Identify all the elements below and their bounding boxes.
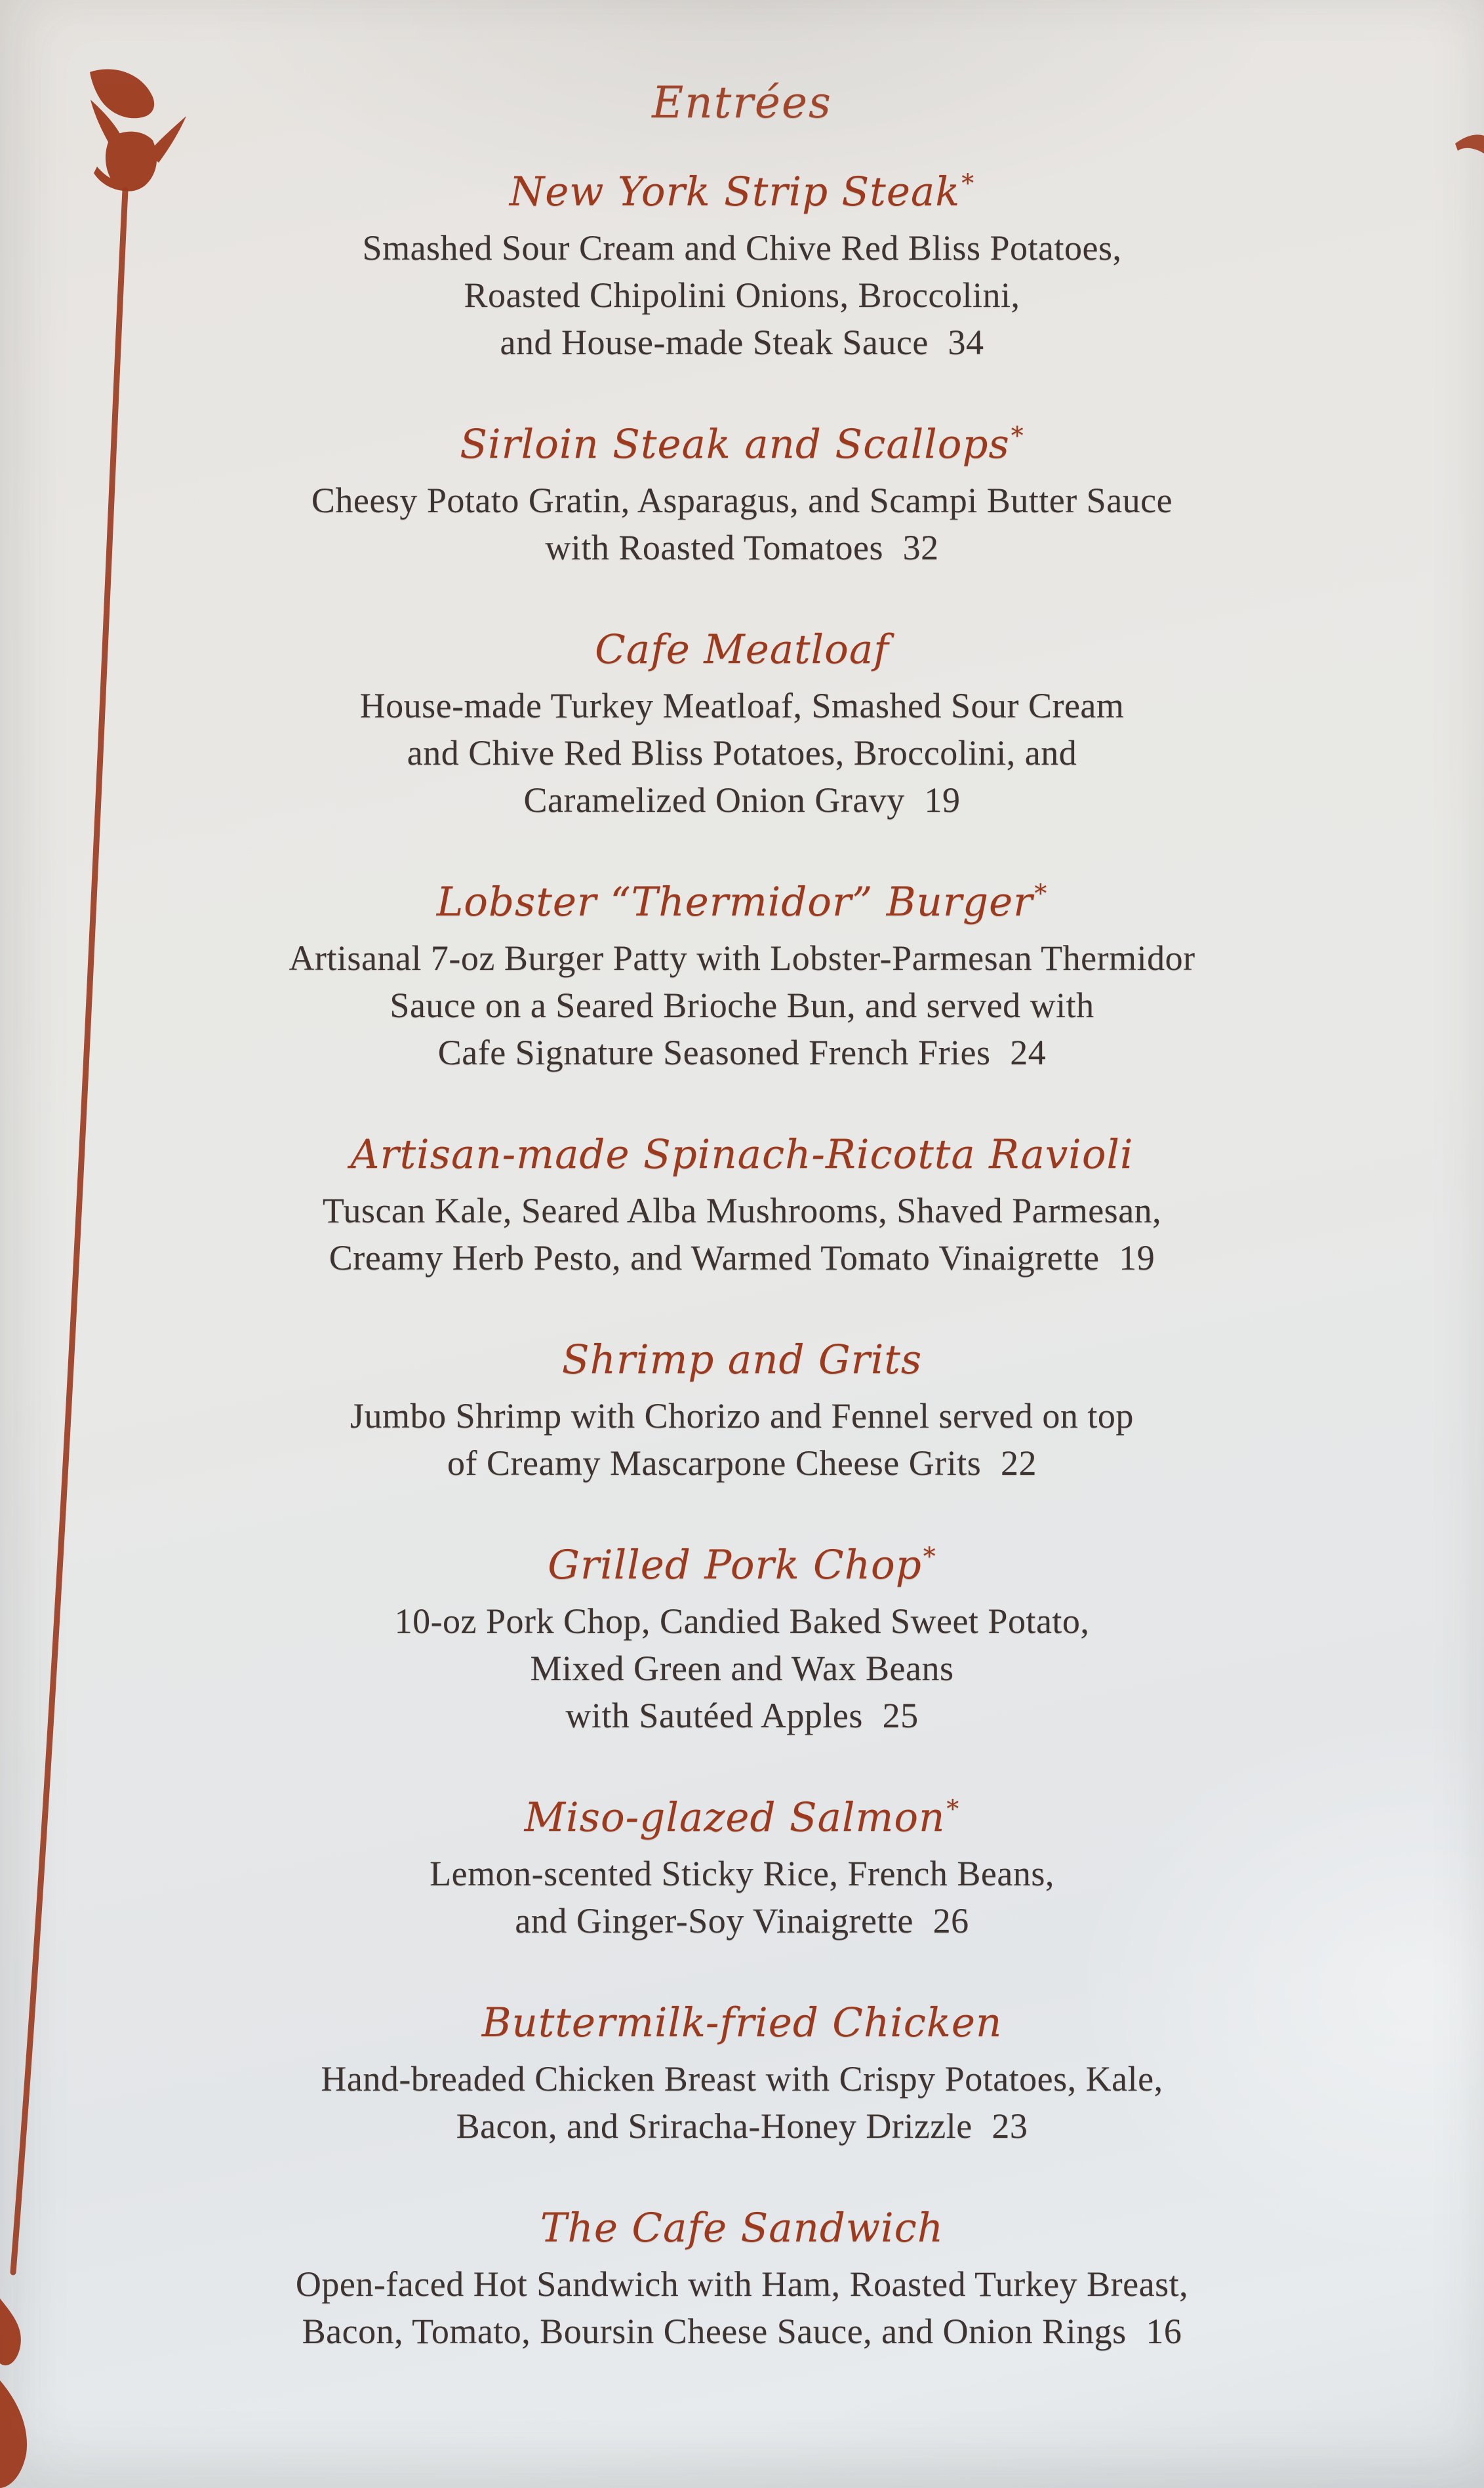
item-description-line: Cafe Signature Seasoned French Fries 24 <box>437 1033 1047 1072</box>
item-name <box>39 1336 1445 1383</box>
menu-item <box>39 1131 1445 1281</box>
item-description-line: Jumbo Shrimp with Chorizo and Fennel served on top <box>350 1396 1134 1435</box>
item-price: 23 <box>992 2106 1028 2146</box>
item-price: 25 <box>882 1696 919 1735</box>
item-description-line: and House-made Steak Sauce 34 <box>500 323 984 362</box>
menu-item <box>39 1336 1445 1487</box>
menu-item <box>39 421 1445 571</box>
item-description-line: Lemon-scented Sticky Rice, French Beans, <box>430 1854 1054 1893</box>
item-description <box>39 1392 1445 1487</box>
item-name-text: Sirloin Steak and Scallops <box>460 421 1010 468</box>
item-description <box>39 224 1445 366</box>
item-price: 34 <box>948 323 984 362</box>
item-name-text: Artisan-made Spinach-Ricotta Ravioli <box>350 1131 1134 1178</box>
item-description-line: Sauce on a Seared Brioche Bun, and served with <box>390 986 1094 1025</box>
menu-item <box>39 879 1445 1076</box>
menu-item <box>39 2205 1445 2355</box>
item-description-line: House-made Turkey Meatloaf, Smashed Sour Cream <box>359 686 1125 725</box>
item-description-line: Mixed Green and Wax Beans <box>530 1649 954 1688</box>
item-name-text: New York Strip Steak <box>509 169 961 215</box>
asterisk-mark: * <box>946 1794 960 1824</box>
item-name <box>39 2205 1445 2251</box>
item-name-text: Buttermilk-fried Chicken <box>481 1999 1003 2046</box>
item-description-line: Tuscan Kale, Seared Alba Mushrooms, Shaved Parmesan, <box>322 1191 1162 1230</box>
item-name <box>39 1542 1445 1588</box>
item-name-text: Shrimp and Grits <box>561 1336 923 1383</box>
item-price: 32 <box>902 528 939 567</box>
menu-item <box>39 169 1445 366</box>
item-name <box>39 169 1445 215</box>
item-name-text: Miso-glazed Salmon <box>524 1794 946 1841</box>
item-price: 19 <box>1119 1238 1155 1277</box>
item-description-line: with Sautéed Apples 25 <box>565 1696 919 1735</box>
item-description-line: Creamy Herb Pesto, and Warmed Tomato Vinaigrette 19 <box>329 1238 1155 1277</box>
item-description-line: Roasted Chipolini Onions, Broccolini, <box>464 275 1020 315</box>
item-name <box>39 1794 1445 1841</box>
asterisk-mark: * <box>1011 421 1024 451</box>
item-price: 24 <box>1010 1033 1047 1072</box>
item-description <box>39 1850 1445 1944</box>
item-description-line: Smashed Sour Cream and Chive Red Bliss Potatoes, <box>362 228 1122 268</box>
item-description <box>39 1597 1445 1739</box>
item-description-line: Artisanal 7-oz Burger Patty with Lobster-Parmesan Thermidor <box>289 938 1195 978</box>
item-description-line: and Chive Red Bliss Potatoes, Broccolini, and <box>407 733 1077 772</box>
item-description-line: and Ginger-Soy Vinaigrette 26 <box>515 1901 969 1940</box>
item-price: 22 <box>1000 1443 1037 1483</box>
item-price: 16 <box>1146 2312 1182 2351</box>
menu-item <box>39 626 1445 824</box>
item-description-line: Hand-breaded Chicken Breast with Crispy Potatoes, Kale, <box>321 2059 1163 2098</box>
item-description-line: Open-faced Hot Sandwich with Ham, Roasted Turkey Breast, <box>295 2264 1189 2304</box>
item-name <box>39 1999 1445 2046</box>
item-name <box>39 1131 1445 1178</box>
item-name <box>39 879 1445 925</box>
menu-item <box>39 1794 1445 1944</box>
item-description-line: Caramelized Onion Gravy 19 <box>523 780 961 820</box>
item-description-line: Bacon, Tomato, Boursin Cheese Sauce, and Onion Rings 16 <box>302 2312 1182 2351</box>
item-description <box>39 477 1445 571</box>
menu-item <box>39 1999 1445 2150</box>
item-name-text: Grilled Pork Chop <box>548 1542 922 1588</box>
item-description-line: with Roasted Tomatoes 32 <box>545 528 939 567</box>
asterisk-mark: * <box>1034 879 1048 908</box>
item-name <box>39 421 1445 468</box>
item-description-line: 10-oz Pork Chop, Candied Baked Sweet Potato, <box>394 1601 1090 1641</box>
item-name-text: Cafe Meatloaf <box>595 626 889 673</box>
item-description-line: of Creamy Mascarpone Cheese Grits 22 <box>447 1443 1037 1483</box>
asterisk-mark: * <box>961 169 975 198</box>
item-price: 19 <box>924 780 961 820</box>
section-title: Entrées <box>652 77 832 128</box>
item-description-line: Cheesy Potato Gratin, Asparagus, and Scampi Butter Sauce <box>311 481 1173 520</box>
asterisk-mark: * <box>923 1542 936 1571</box>
item-description-line: Bacon, and Sriracha-Honey Drizzle 23 <box>456 2106 1028 2146</box>
item-description <box>39 2260 1445 2355</box>
item-name-text: Lobster “Thermidor” Burger <box>436 879 1033 925</box>
menu-items-list <box>39 169 1445 2355</box>
item-description <box>39 682 1445 824</box>
item-price: 26 <box>933 1901 969 1940</box>
item-description <box>39 934 1445 1076</box>
item-description <box>39 2055 1445 2150</box>
item-name <box>39 626 1445 673</box>
item-name-text: The Cafe Sandwich <box>540 2205 944 2251</box>
item-description <box>39 1187 1445 1281</box>
menu-item <box>39 1542 1445 1739</box>
